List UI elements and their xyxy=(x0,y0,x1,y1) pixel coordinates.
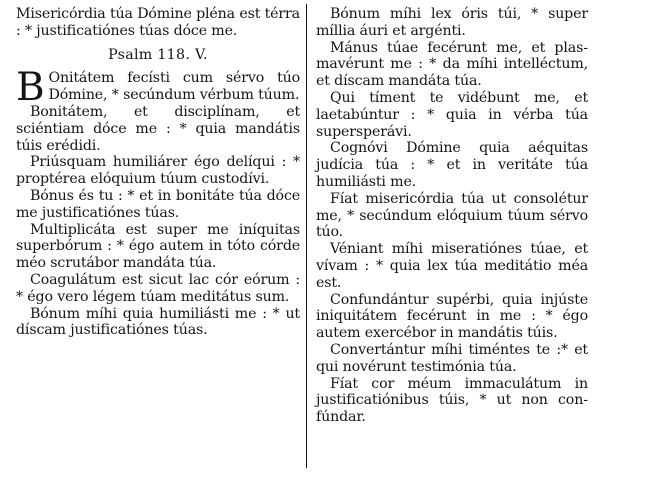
verse: Bonitátem, et disciplínam, et sciéntiam dóce me : * quia mandátis túis erédidi. xyxy=(16,103,300,154)
left-column xyxy=(16,6,300,339)
verse: Convertántur míhi timéntes te :* et qui novérunt testimónia túa. xyxy=(316,341,588,375)
first-verse-text: Onitátem fecísti cum sérvo túo Dómine, * secúndum vérbum túum. xyxy=(48,70,300,104)
right-column xyxy=(316,6,588,426)
verse-intro-right: Bónum míhi lex óris túi, * super míllia áuri et argénti. xyxy=(316,6,588,39)
verse: Véniant míhi miseratiónes túae, et vívam : * quia lex túa meditátio méa est. xyxy=(316,241,588,291)
verse: Bónus és tu : * et in bonitáte túa dóce me justificatiónes túas. xyxy=(16,187,300,221)
first-verse xyxy=(16,65,300,111)
verse: Multiplicáta est super me iníquitas superbórum : * égo autem in tóto córde méo scrutábor mandáta túa. xyxy=(16,221,300,272)
verse: Bónum míhi quia humiliásti me : * ut díscam justificatiónes túas. xyxy=(16,305,300,339)
psalm-heading: Psalm 118. V. xyxy=(108,46,208,63)
verse: Qui tíment te vidébunt me, et laetabúntur : * quia in vérba túa supersperávi. xyxy=(316,89,588,140)
column-divider xyxy=(306,4,307,468)
verse: Fíat cor méum immaculátum in justificatiónibus túis, * ut non confúndar. xyxy=(316,375,588,426)
verse: Mánus túae fecérunt me, et plasmavérunt me : * da míhi intelléctum, et díscam mandáta túa. xyxy=(316,39,588,90)
verse: Cognóvi Dómine quia aéquitas judícia túa : * et in veritáte túa humiliásti me. xyxy=(316,140,588,190)
drop-cap-letter: B xyxy=(16,65,45,111)
verse: Fíat misericórdia túa ut consolétur me, * secúndum elóquium túum sérvo túo. xyxy=(316,190,588,241)
verse: Priúsquam humiliárer égo delíqui : * proptérea elóquium túum custodívi. xyxy=(16,154,300,188)
verse: Confundántur supérbi, quia injúste iniquitátem fecérunt in me : * égo autem exercébor in mandátis túis. xyxy=(316,291,588,342)
verse-intro-left: Misericórdia túa Dómine pléna est térra : * justificatiónes túas dóce me. xyxy=(16,6,300,39)
verse: Coagulátum est sicut lac cór eórum : * égo vero légem túam meditátus sum. xyxy=(16,271,300,305)
